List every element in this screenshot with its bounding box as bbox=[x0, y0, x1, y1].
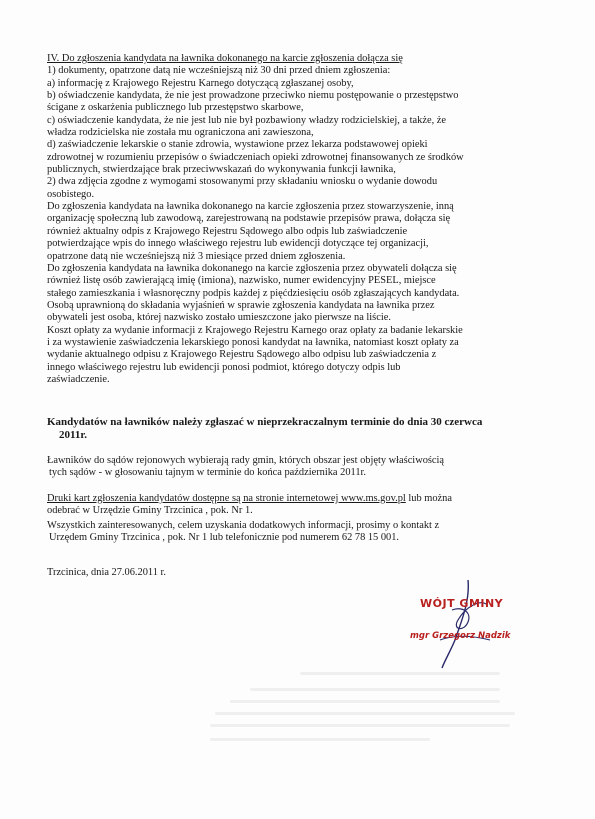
text-line: publicznych, stwierdzające brak przeciwwskazań do wykonywania funkcji ławnika, bbox=[47, 164, 396, 176]
text-line: obywateli jest osoba, której nazwisko zostało umieszczone jako pierwsze na liście. bbox=[47, 312, 391, 324]
text-line: Do zgłoszenia kandydata na ławnika dokonanego na karcie zgłoszenia przez obywateli dołącza się bbox=[47, 262, 457, 274]
bleed-through-line bbox=[215, 712, 515, 715]
text-line: również listę osób zawierającą imię (imiona), nazwisko, numer ewidencyjny PESEL, miejsce bbox=[47, 275, 436, 287]
text-line: władza rodzicielska nie została mu ograniczona ani zawieszona, bbox=[47, 127, 314, 139]
text-line: stałego zamieszkania i własnoręczny podpis każdej z pięćdziesięciu osób zgłaszających kandydata. bbox=[47, 287, 460, 299]
text-line: Koszt opłaty za wydanie informacji z Krajowego Rejestru Karnego oraz opłaty za badanie lekarskie bbox=[47, 324, 463, 336]
text-line: i za wystawienie zaświadczenia lekarskiego ponosi kandydat na ławnika, natomiast koszt opłaty za bbox=[47, 336, 459, 348]
stamp-title: WÓJT GMINY bbox=[420, 597, 504, 610]
stamp-name: mgr Grzegorz Nadzik bbox=[410, 631, 511, 641]
text-line: Do zgłoszenia kandydata na ławnika dokonanego na karcie zgłoszenia przez stowarzyszenie, inną bbox=[47, 201, 454, 213]
text-line: innego właściwego rejestru lub ewidencji ponosi podmiot, którego dotyczy odpis lub bbox=[47, 361, 401, 373]
text-line: również aktualny odpis z Krajowego Rejestru Sądowego albo odpis lub zaświadczenie bbox=[47, 225, 408, 237]
text-line: organizację społeczną lub zawodową, zarejestrowaną na podstawie przepisów prawa, dołącza się bbox=[47, 213, 451, 225]
councils-line-2: tych sądów - w głosowaniu tajnym w terminie do końca października 2011r. bbox=[49, 467, 367, 479]
text-line: b) oświadczenie kandydata, że nie jest prowadzone przeciwko niemu postępowanie o przestępstwo bbox=[47, 90, 459, 102]
text-line: d) zaświadczenie lekarskie o stanie zdrowia, wystawione przez lekarza podstawowej opieki bbox=[47, 139, 428, 151]
text-line: wydanie aktualnego odpisu z Krajowego Rejestru Sądowego albo odpisu lub zaświadczenia z bbox=[47, 349, 437, 361]
councils-line-1: Ławników do sądów rejonowych wybierają rady gmin, których obszar jest objęty właściwością bbox=[47, 455, 445, 466]
text-line: opatrzone datą nie wcześniejszą niż 3 miesiące przed dniem zgłoszenia. bbox=[47, 250, 346, 262]
text-line: osobistego. bbox=[47, 188, 95, 200]
text-line: ścigane z oskarżenia publicznego lub przestępstwo skarbowe, bbox=[47, 102, 304, 114]
forms-link-text[interactable]: Druki kart zgłoszenia kandydatów dostępne są na stronie internetowej www.ms.gov.pl bbox=[47, 493, 406, 504]
text-line: Osobą uprawnioną do składania wyjaśnień w sprawie zgłoszenia kandydata na ławnika przez bbox=[47, 299, 435, 311]
text-line: a) informację z Krajowego Rejestru Karnego dotyczącą zgłaszanej osoby, bbox=[47, 77, 354, 89]
forms-line-2: odebrać w Urzędzie Gminy Trzcinica , pok. Nr 1. bbox=[47, 505, 253, 517]
contact-line-1: Wszystkich zainteresowanych, celem uzyskania dodatkowych informacji, prosimy o kontakt z bbox=[47, 520, 440, 531]
date-text: Trzcinica, dnia 27.06.2011 r. bbox=[47, 567, 166, 578]
bleed-through-line bbox=[210, 738, 430, 741]
section-heading: IV. Do zgłoszenia kandydata na ławnika dokonanego na karcie zgłoszenia dołącza się bbox=[47, 53, 403, 64]
forms-line-1-rest: lub można bbox=[405, 493, 452, 504]
text-line: c) oświadczenie kandydata, że nie jest lub nie był pozbawiony władzy rodzicielskiej, a także, że bbox=[47, 114, 447, 126]
bleed-through-line bbox=[210, 724, 510, 727]
deadline-line-1: Kandydatów na ławników należy zgłaszać w nieprzekraczalnym terminie do dnia 30 czerwca bbox=[47, 416, 483, 428]
deadline-line-2: 2011r. bbox=[59, 429, 88, 441]
text-line: zdrowotnej w rozumieniu przepisów o świadczeniach opieki zdrowotnej finansowanych ze środków bbox=[47, 151, 464, 163]
bleed-through-line bbox=[300, 672, 500, 675]
contact-line-2: Urzędem Gminy Trzcinica , pok. Nr 1 lub telefonicznie pod numerem 62 78 15 001. bbox=[49, 532, 400, 544]
text-line: potwierdzające wpis do innego właściwego rejestru lub ewidencji dotyczące tej organizacji, bbox=[47, 238, 429, 250]
bleed-through-line bbox=[230, 700, 500, 703]
text-line: 2) dwa zdjęcia zgodne z wymogami stosowanymi przy składaniu wniosku o wydanie dowodu bbox=[47, 176, 438, 188]
bleed-through-line bbox=[250, 688, 500, 691]
text-line: zaświadczenie. bbox=[47, 373, 110, 385]
text-line: 1) dokumenty, opatrzone datą nie wcześniejszą niż 30 dni przed dniem zgłoszenia: bbox=[47, 65, 391, 77]
